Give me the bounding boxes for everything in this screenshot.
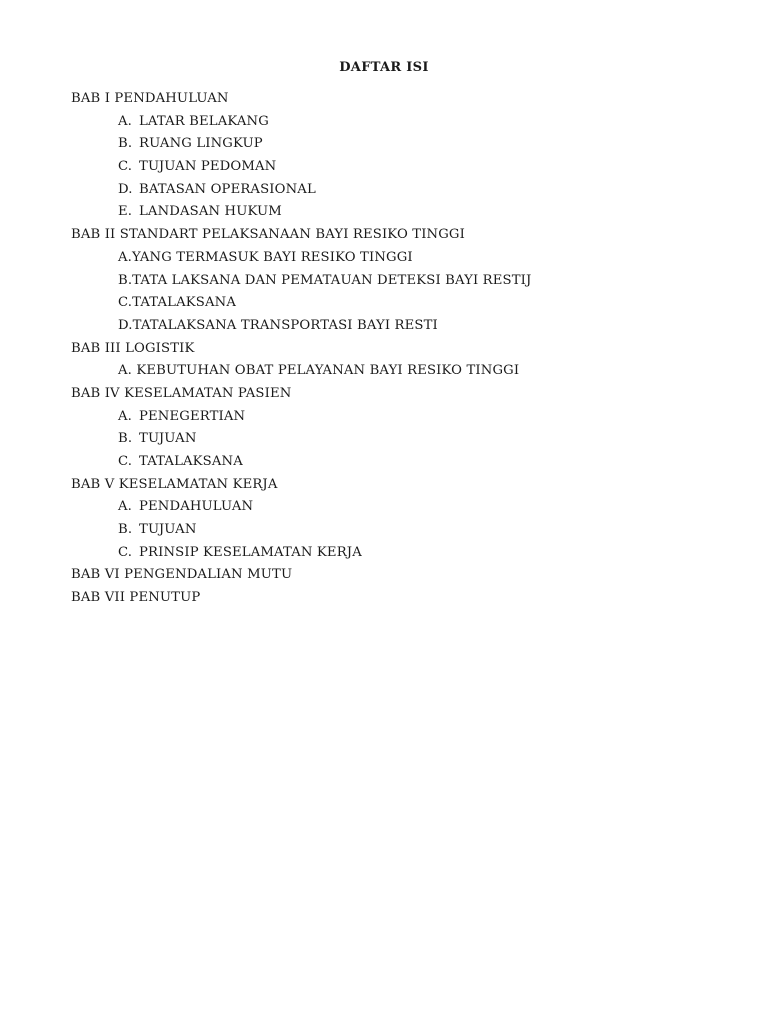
entry-text: TATALAKSANA	[139, 454, 243, 469]
entry-text: BAB VII PENUTUP	[71, 590, 201, 606]
section-2d	[71, 315, 728, 338]
entry-marker: A.	[118, 408, 133, 424]
entry-marker: D.	[118, 181, 133, 197]
entry-marker: C.	[118, 544, 133, 560]
section-1a	[71, 111, 728, 134]
table-of-contents	[71, 88, 728, 610]
section-1d	[71, 179, 728, 202]
entry-text: BAB II STANDART PELAKSANAAN BAYI RESIKO TINGGI	[71, 227, 465, 243]
section-1e	[71, 201, 728, 224]
entry-text: LATAR BELAKANG	[139, 113, 269, 129]
entry-text: BAB I PENDAHULUAN	[71, 91, 229, 106]
section-5a	[71, 496, 728, 519]
section-2a	[71, 247, 728, 270]
entry-text: PRINSIP KESELAMATAN KERJA	[139, 544, 362, 560]
page-title: DAFTAR ISI	[339, 60, 429, 75]
section-4c	[71, 451, 728, 474]
entry-text: BAB III LOGISTIK	[71, 340, 195, 356]
entry-text: BAB VI PENGENDALIAN MUTU	[71, 567, 293, 583]
entry-text: PENDAHULUAN	[139, 499, 254, 515]
entry-text: BAB V KESELAMATAN KERJA	[71, 476, 278, 492]
entry-text: B.TATA LAKSANA DAN PEMATAUAN DETEKSI BAYI RESTIJ	[118, 272, 532, 288]
entry-text: BAB IV KESELAMATAN PASIEN	[71, 385, 292, 401]
chapter-6-heading	[71, 564, 728, 587]
chapter-5-heading	[71, 474, 728, 497]
entry-marker: C.	[118, 454, 133, 469]
section-5c	[71, 542, 728, 565]
entry-marker: A.	[118, 113, 133, 129]
entry-marker: E.	[118, 204, 133, 220]
entry-text: RUANG LINGKUP	[139, 136, 263, 152]
section-2c	[71, 292, 728, 315]
entry-marker: C.	[118, 159, 133, 175]
entry-marker: A.	[118, 499, 133, 515]
chapter-2-heading	[71, 224, 728, 247]
entry-text: A. KEBUTUHAN OBAT PELAYANAN BAYI RESIKO TINGGI	[118, 363, 520, 379]
entry-text: C.TATALAKSANA	[118, 295, 236, 311]
section-4b	[71, 428, 728, 451]
entry-marker: B.	[118, 431, 133, 447]
chapter-7-heading	[71, 587, 728, 610]
chapter-4-heading	[71, 383, 728, 406]
section-3a	[71, 360, 728, 383]
chapter-3-heading	[71, 338, 728, 361]
entry-text: D.TATALAKSANA TRANSPORTASI BAYI RESTI	[118, 317, 438, 333]
section-1c	[71, 156, 728, 179]
section-4a	[71, 406, 728, 429]
section-5b	[71, 519, 728, 542]
entry-text: TUJUAN	[139, 522, 197, 538]
entry-text: A.YANG TERMASUK BAYI RESIKO TINGGI	[118, 249, 413, 265]
entry-text: BATASAN OPERASIONAL	[139, 181, 316, 197]
entry-text: LANDASAN HUKUM	[139, 204, 282, 220]
section-2b	[71, 270, 728, 293]
entry-text: PENEGERTIAN	[139, 408, 246, 424]
chapter-1-heading	[71, 88, 728, 111]
entry-marker: B.	[118, 136, 133, 152]
entry-text: TUJUAN PEDOMAN	[139, 159, 277, 175]
entry-marker: B.	[118, 522, 133, 538]
entry-text: TUJUAN	[139, 431, 197, 447]
section-1b	[71, 133, 728, 156]
